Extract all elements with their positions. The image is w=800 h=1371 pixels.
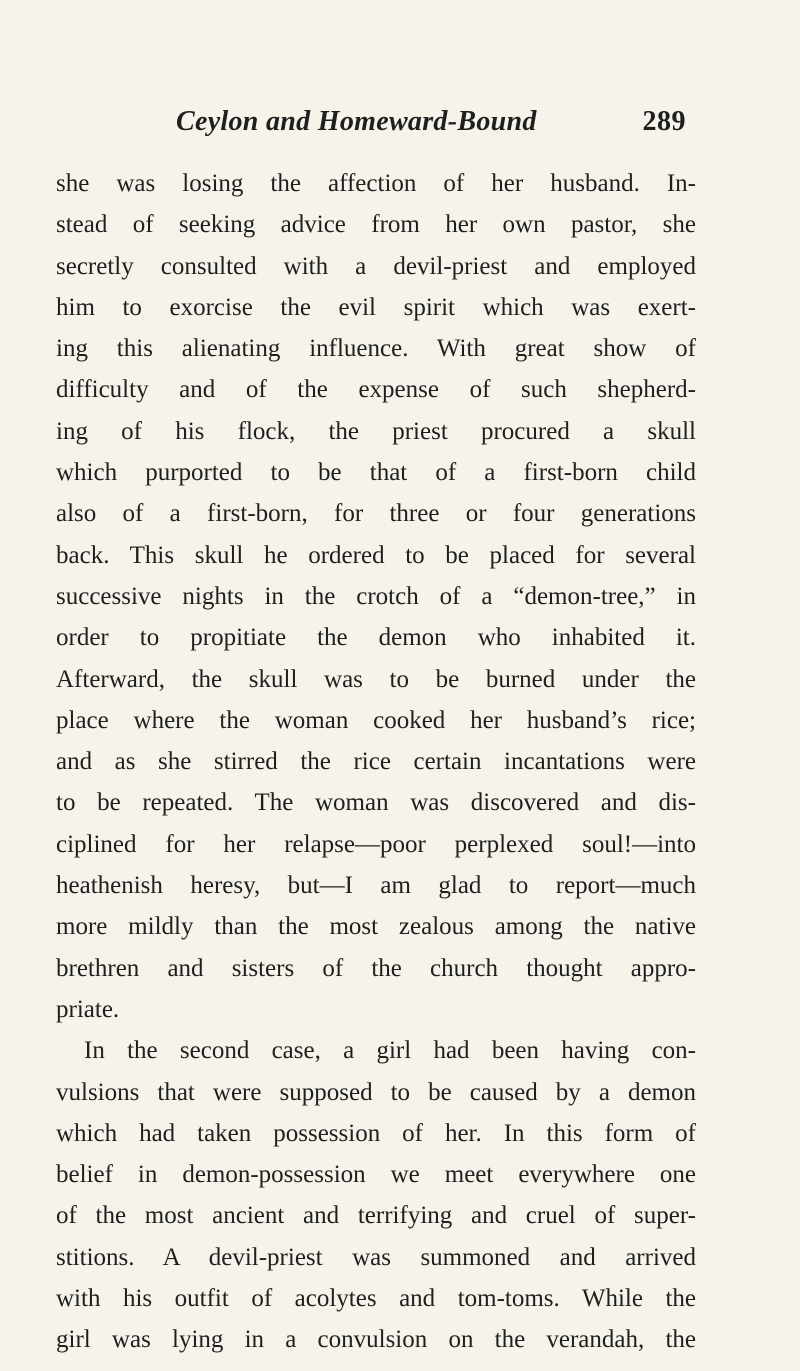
text-line: ing this alienating influence. With great show of [56, 335, 696, 363]
text-line: place where the woman cooked her husband’s rice; [56, 706, 696, 734]
text-line: order to propitiate the demon who inhabited it. [56, 624, 696, 652]
running-head [176, 102, 686, 142]
text-line: difficulty and of the expense of such shepherd- [56, 376, 696, 404]
paragraph-start-line: In the second case, a girl had been having con- [84, 1037, 696, 1065]
text-line: him to exorcise the evil spirit which was exert- [56, 293, 696, 321]
text-line: more mildly than the most zealous among the native [56, 913, 696, 941]
text-line: ciplined for her relapse—poor perplexed soul!—into [56, 830, 696, 858]
text-line: stead of seeking advice from her own pastor, she [56, 211, 696, 239]
text-line: she was losing the affection of her husband. In- [56, 170, 696, 197]
text-line: also of a first-born, for three or four generations [56, 500, 696, 528]
text-line: heathenish heresy, but—I am glad to report—much [56, 872, 696, 900]
text-line: which purported to be that of a first-born child [56, 459, 696, 487]
text-line: back. This skull he ordered to be placed for several [56, 541, 696, 569]
page-number: 289 [642, 106, 686, 137]
text-line: secretly consulted with a devil-priest and employed [56, 252, 696, 280]
text-line: to be repeated. The woman was discovered and dis- [56, 789, 696, 817]
text-line: belief in demon-possession we meet everywhere one [56, 1161, 696, 1189]
text-line: of the most ancient and terrifying and cruel of super- [56, 1202, 696, 1230]
text-line: stitions. A devil-priest was summoned and arrived [56, 1243, 696, 1271]
text-line: which had taken possession of her. In this form of [56, 1119, 696, 1147]
text-line: successive nights in the crotch of a “demon-tree,” in [56, 582, 696, 610]
text-line: girl was lying in a convulsion on the verandah, the [56, 1326, 696, 1354]
running-title: Ceylon and Homeward-Bound [176, 106, 537, 137]
text-line: vulsions that were supposed to be caused by a demon [56, 1078, 696, 1106]
text-line: with his outfit of acolytes and tom-toms. While the [56, 1285, 696, 1313]
text-line: brethren and sisters of the church thought appro- [56, 954, 696, 982]
paragraph-end-line: priate. [56, 995, 120, 1023]
text-line: and as she stirred the rice certain incantations were [56, 748, 696, 776]
text-line: ing of his flock, the priest procured a skull [56, 417, 696, 445]
body-text [56, 163, 696, 1361]
text-line: Afterward, the skull was to be burned under the [56, 665, 696, 693]
